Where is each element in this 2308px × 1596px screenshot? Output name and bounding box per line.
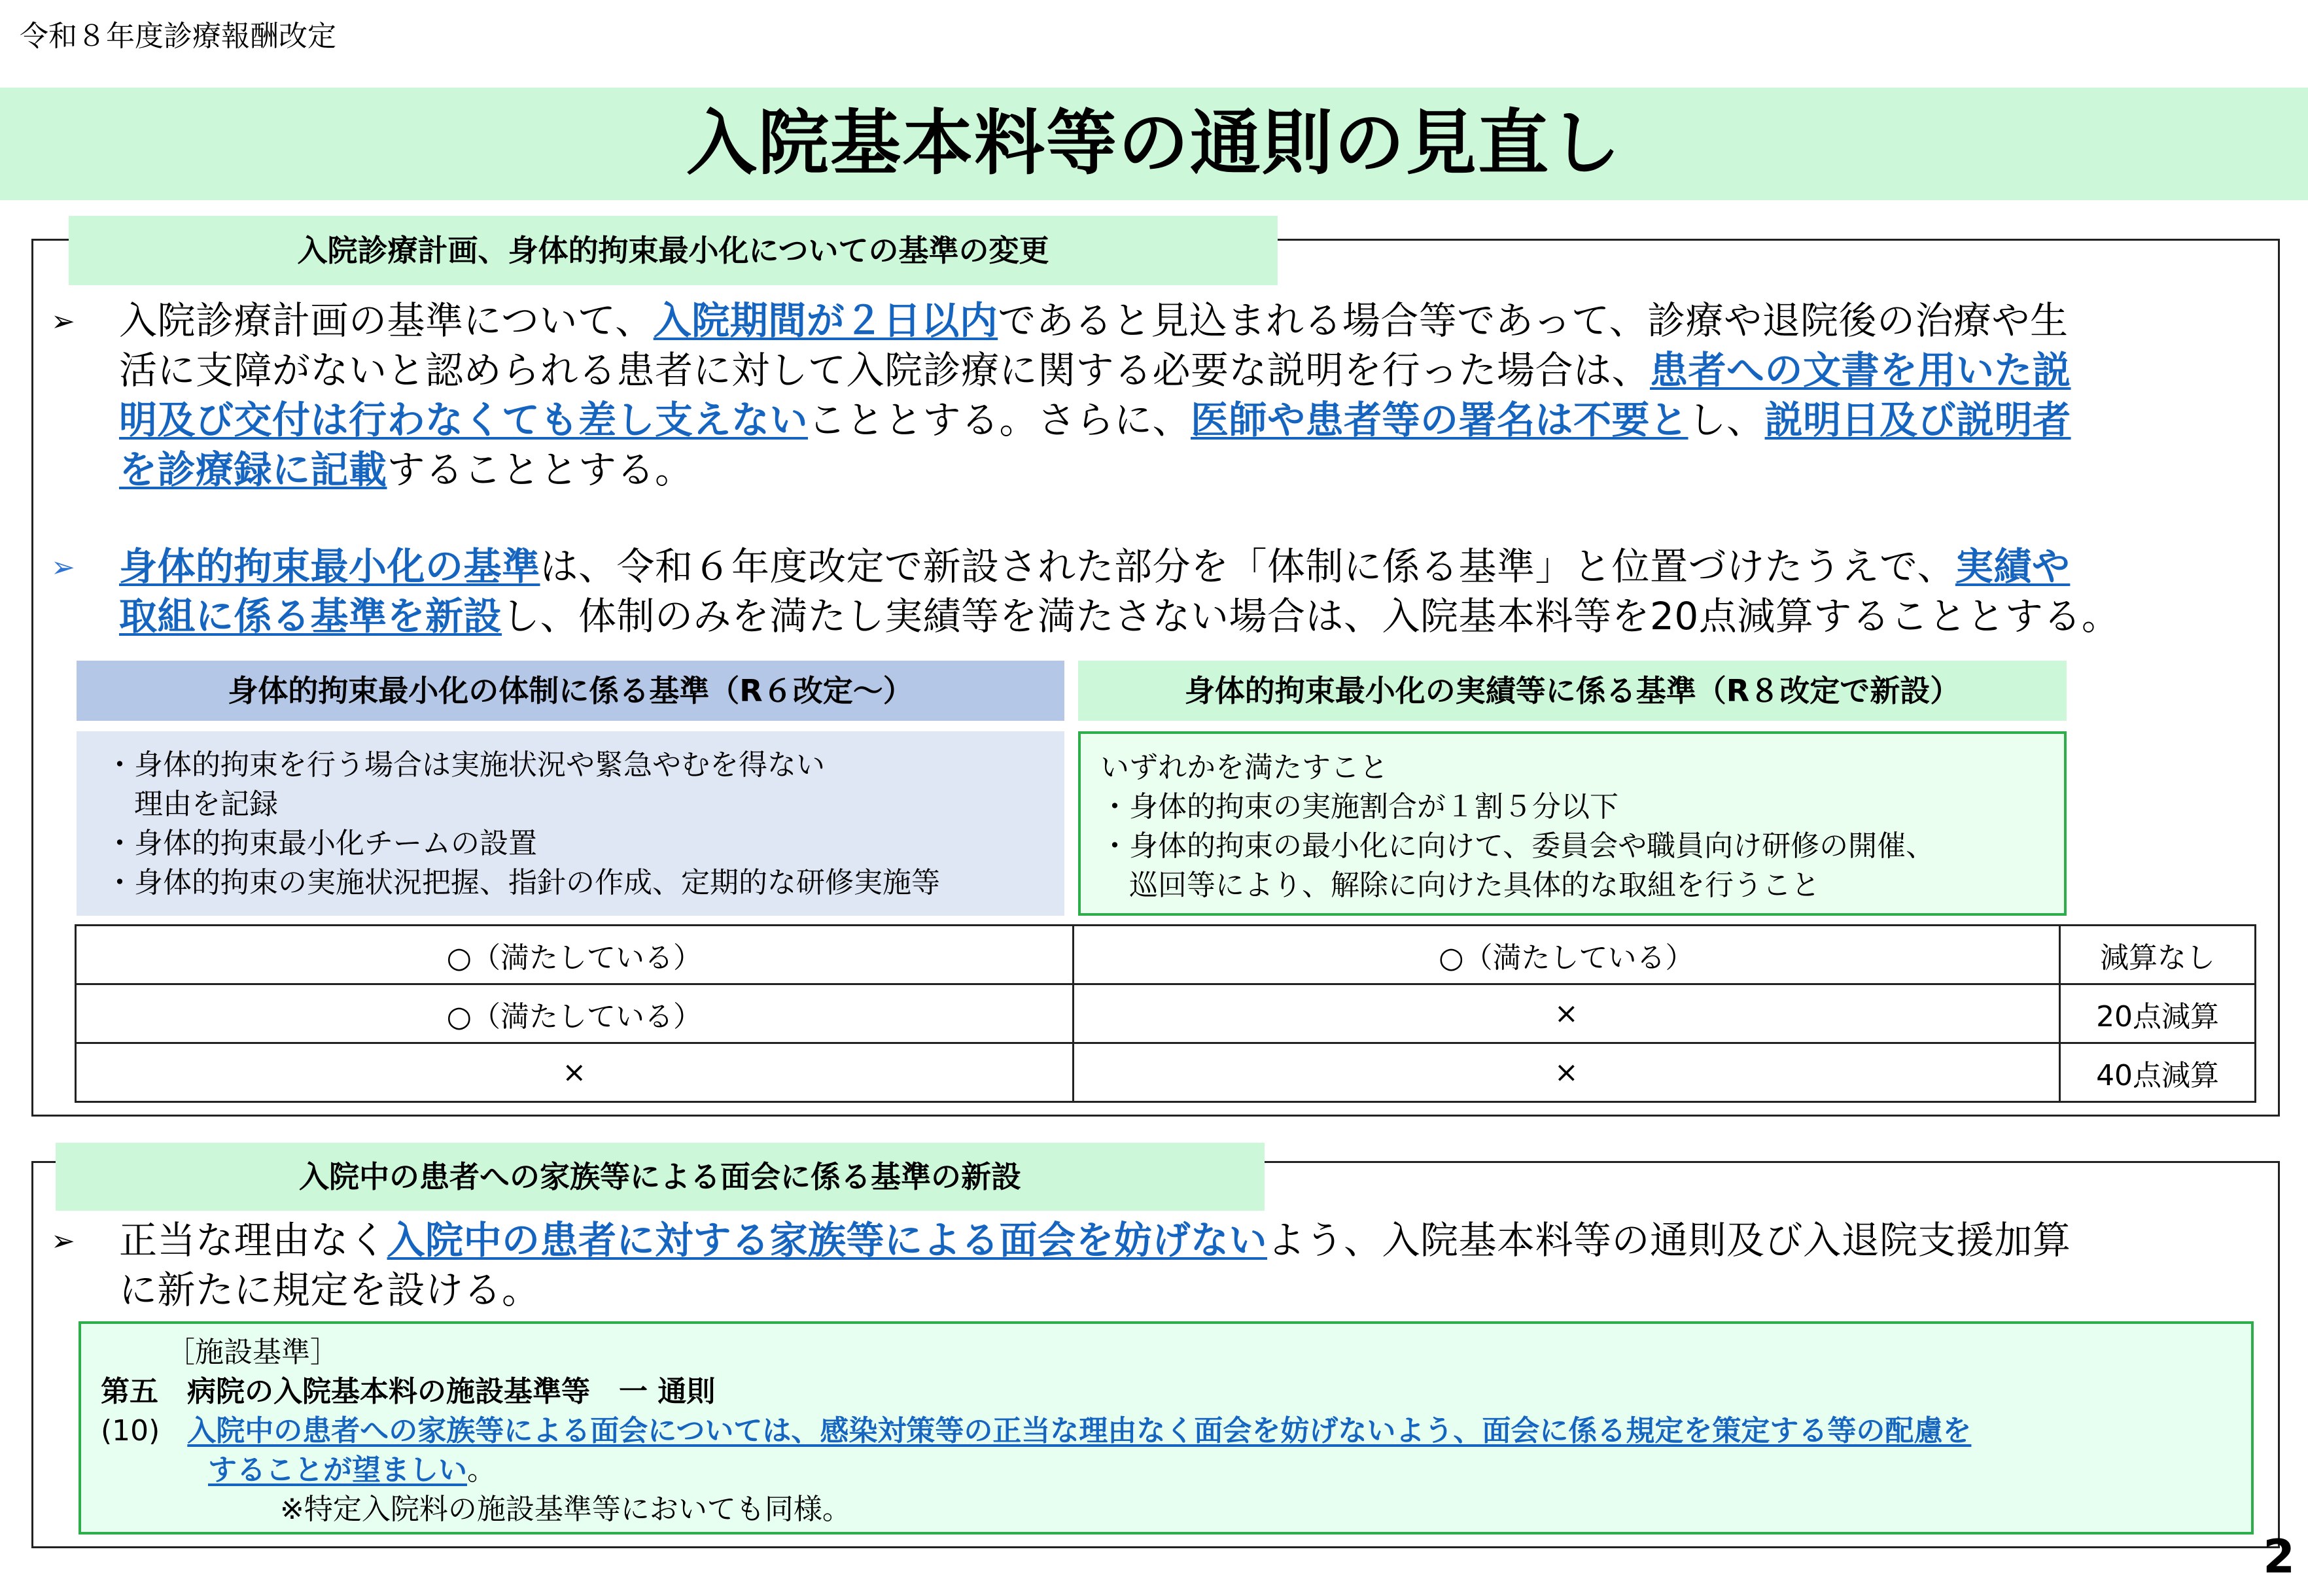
left-column-heading: 身体的拘束最小化の体制に係る基準（R６改定～） [77, 661, 1064, 721]
table-cell: 40点減算 [2060, 1043, 2256, 1102]
section2-bullet-line1: 正当な理由なく入院中の患者に対する家族等による面会を妨げないよう、入院基本料等の通則及び入退院支援加算 [119, 1218, 2071, 1262]
bullet2-line1: 身体的拘束最小化の基準は、令和６年度改定で新設された部分を「体制に係る基準」と位置づけたうえで、実績や [119, 544, 2071, 589]
table-cell: × [1073, 1043, 2060, 1102]
highlight-signature-unnecessary: 医師や患者等の署名は不要と [1191, 398, 1688, 442]
bullet1-line1: 入院診療計画の基準について、入院期間が２日以内であると見込まれる場合等であって、診療や退院後の治療や生 [119, 298, 2069, 343]
table-cell: × [76, 1043, 1074, 1102]
bullet1-line2: 活に支障がないと認められる患者に対して入院診療に関する必要な説明を行った場合は、患者への文書を用いた説 [119, 348, 2071, 392]
left-column-line: ・身体的拘束の実施状況把握、指針の作成、定期的な研修実施等 [105, 866, 940, 899]
bullet1-marker: ➢ [51, 305, 75, 338]
right-column-line: 巡回等により、解除に向けた具体的な取組を行うこと [1100, 869, 1820, 902]
table-cell: 減算なし [2060, 926, 2256, 984]
notice-heading: 第五 病院の入院基本料の施設基準等 一 通則 [101, 1375, 716, 1408]
right-column-heading: 身体的拘束最小化の実績等に係る基準（R８改定で新設） [1078, 661, 2067, 721]
table-cell: ○（満たしている） [76, 926, 1074, 984]
bullet2-text [119, 542, 2120, 641]
notice-item-line2: することが望ましい。 [208, 1453, 496, 1487]
left-column-line: ・身体的拘束を行う場合は実施状況や緊急やむを得ない [105, 748, 825, 782]
table-cell: ○（満たしている） [76, 984, 1074, 1043]
notice-item-line1: (10) 入院中の患者への家族等による面会については、感染対策等の正当な理由なく面会を妨げないよう、面会に係る規定を策定する等の配慮を [101, 1414, 1972, 1448]
section2-bullet-marker: ➢ [51, 1224, 75, 1258]
right-column-line: ・身体的拘束の最小化に向けて、委員会や職員向け研修の開催、 [1100, 829, 1935, 863]
table-cell: × [1073, 984, 2060, 1043]
highlight-restraint-standard: 身体的拘束最小化の基準 [119, 544, 540, 589]
left-column-box [77, 731, 1064, 916]
right-column-line: ・身体的拘束の実施割合が１割５分以下 [1100, 790, 1618, 824]
left-column-line: 理由を記録 [105, 788, 278, 821]
notice-note: ※特定入院料の施設基準等においても同様。 [280, 1493, 851, 1526]
bullet1-line3: 明及び交付は行わなくても差し支えないこととする。さらに、医師や患者等の署名は不要とし、説明日及び説明者 [119, 398, 2071, 442]
section2-bullet-line2: に新たに規定を設ける。 [119, 1268, 540, 1312]
right-column-box [1078, 731, 2067, 916]
page-title: 入院基本料等の通則の見直し [686, 103, 1622, 184]
bullet2-marker: ➢ [51, 551, 75, 584]
notice-highlight: 入院中の患者への家族等による面会については、感染対策等の正当な理由なく面会を妨げないよう、面会に係る規定を策定する等の配慮を [187, 1414, 1972, 1448]
notice-label: ［施設基準］ [166, 1336, 339, 1369]
section2-heading: 入院中の患者への家族等による面会に係る基準の新設 [56, 1143, 1265, 1211]
result-table [75, 924, 2256, 1103]
bullet2-line2: 取組に係る基準を新設し、体制のみを満たし実績等を満たさない場合は、入院基本料等を20点減算することとする。 [119, 594, 2120, 638]
left-column-line: ・身体的拘束最小化チームの設置 [105, 827, 537, 860]
highlight-new-standard: 取組に係る基準を新設 [119, 594, 502, 638]
highlight-admission-period: 入院期間が２日以内 [653, 298, 998, 343]
bullet1-line4: を診療録に記載することとする。 [119, 447, 693, 492]
table-cell: ○（満たしている） [1073, 926, 2060, 984]
right-column-line: いずれかを満たすこと [1100, 751, 1388, 784]
highlight-explanation-record: 説明日及び説明者 [1764, 398, 2071, 442]
table-cell: 20点減算 [2060, 984, 2256, 1043]
bullet1-text [119, 296, 2071, 494]
facility-standard-box [79, 1321, 2254, 1535]
section2-bullet-text [119, 1215, 2071, 1315]
table-row [76, 1043, 2256, 1102]
section1-heading: 入院診療計画、身体的拘束最小化についての基準の変更 [69, 216, 1278, 285]
table-row [76, 926, 2256, 984]
page-number: 2 [2263, 1530, 2295, 1584]
header-label: 令和８年度診療報酬改定 [20, 20, 336, 53]
highlight-visitation: 入院中の患者に対する家族等による面会を妨げない [387, 1218, 1268, 1262]
highlight-document-explanation: 患者への文書を用いた説 [1650, 348, 2071, 392]
table-row [76, 984, 2256, 1043]
